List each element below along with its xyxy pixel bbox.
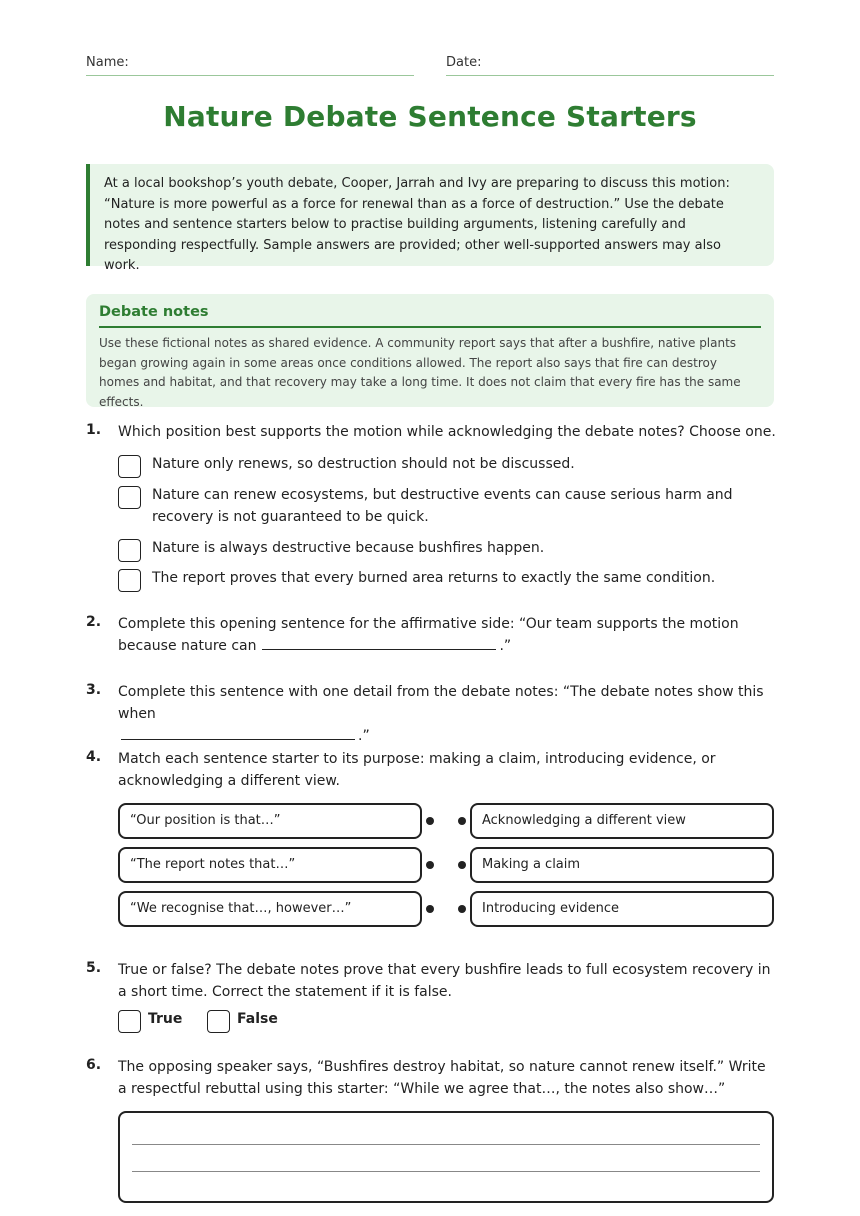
purpose-card-2[interactable]: Making a claim	[470, 847, 774, 883]
question-6-number: 6.	[86, 1057, 102, 1073]
debate-notes-body: Use these fictional notes as shared evidence. A community report says that after a bushfire, native plants began growing again in some areas once conditions allowed. The report also says that fire can destroy homes and habitat, and that recovery may take a long time. It does not claim that every fire has the same effects.	[99, 336, 741, 409]
page-title: Nature Debate Sentence Starters	[163, 100, 697, 133]
question-3-text	[118, 681, 776, 747]
option-label: The report proves that every burned area returns to exactly the same condition.	[152, 570, 716, 586]
match-dot-right-1[interactable]	[458, 817, 466, 825]
date-field[interactable]	[446, 54, 774, 76]
question-3-text-after: .”	[358, 728, 370, 744]
name-label: Name:	[86, 55, 129, 70]
header-fields	[86, 54, 774, 78]
debate-notes-box	[86, 294, 774, 407]
starter-card-2[interactable]: “The report notes that…”	[118, 847, 422, 883]
purpose-card-1[interactable]: Acknowledging a different view	[470, 803, 774, 839]
question-2-text-after: .”	[499, 638, 512, 654]
starter-card-1[interactable]: “Our position is that…”	[118, 803, 422, 839]
match-dot-left-1[interactable]	[426, 817, 434, 825]
question-3-text-before: Complete this sentence with one detail from the debate notes: “The debate notes show this when	[118, 684, 764, 722]
writing-line	[132, 1171, 760, 1172]
option-label: Nature can renew ecosystems, but destructive events can cause serious harm and recovery is not guaranteed to be quick.	[152, 487, 733, 525]
question-2-text	[118, 613, 776, 657]
match-dot-right-3[interactable]	[458, 905, 466, 913]
answer-blank[interactable]	[262, 636, 496, 650]
question-4-text: Match each sentence starter to its purpose: making a claim, introducing evidence, or acknowledging a different view.	[118, 751, 716, 789]
intro-box: At a local bookshop’s youth debate, Cooper, Jarrah and Ivy are preparing to discuss this motion: “Nature is more powerful as a force for renewal than as a force of destruction.” Use the debate notes and sentence starters below to practise building arguments, listening carefully and responding respectfully. Sample answers are provided; other well-supported answers may also work.	[86, 164, 774, 266]
starter-card-3[interactable]: “We recognise that…, however…”	[118, 891, 422, 927]
name-field[interactable]	[86, 54, 414, 76]
question-4-number: 4.	[86, 749, 102, 765]
option-label: Nature only renews, so destruction should not be discussed.	[152, 456, 575, 472]
question-2-number: 2.	[86, 614, 102, 630]
writing-line	[132, 1144, 760, 1145]
question-1-number: 1.	[86, 422, 102, 438]
match-dot-left-3[interactable]	[426, 905, 434, 913]
answer-blank[interactable]	[121, 726, 355, 740]
question-3-number: 3.	[86, 682, 102, 698]
checkbox[interactable]	[207, 1010, 230, 1033]
date-label: Date:	[446, 55, 482, 70]
rebuttal-answer-box[interactable]	[118, 1111, 774, 1203]
question-1-text: Which position best supports the motion while acknowledging the debate notes? Choose one.	[118, 424, 776, 440]
debate-notes-title: Debate notes	[99, 304, 761, 328]
question-5-number: 5.	[86, 960, 102, 976]
question-6-text: The opposing speaker says, “Bushfires destroy habitat, so nature cannot renew itself.” Write a respectful rebuttal using this starter: “While we agree that…, the notes also show…”	[118, 1059, 766, 1097]
question-2-text-before: Complete this opening sentence for the affirmative side: “Our team supports the motion because nature can	[118, 616, 739, 654]
false-label: False	[237, 1011, 278, 1027]
question-5-text: True or false? The debate notes prove that every bushfire leads to full ecosystem recovery in a short time. Correct the statement if it is false.	[118, 962, 771, 1000]
checkbox[interactable]	[118, 486, 141, 509]
checkbox[interactable]	[118, 455, 141, 478]
checkbox[interactable]	[118, 569, 141, 592]
match-dot-left-2[interactable]	[426, 861, 434, 869]
checkbox[interactable]	[118, 539, 141, 562]
checkbox[interactable]	[118, 1010, 141, 1033]
match-dot-right-2[interactable]	[458, 861, 466, 869]
true-label: True	[148, 1011, 183, 1027]
option-label: Nature is always destructive because bushfires happen.	[152, 540, 545, 556]
purpose-card-3[interactable]: Introducing evidence	[470, 891, 774, 927]
